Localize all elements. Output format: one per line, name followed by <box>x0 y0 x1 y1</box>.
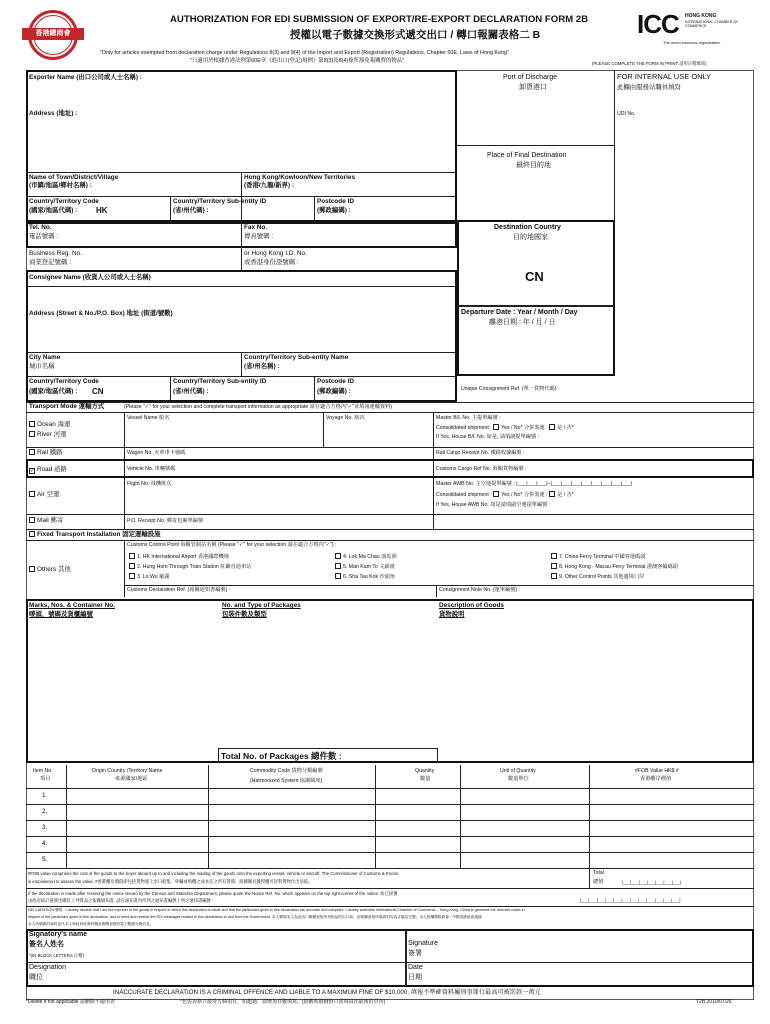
hkid-label[interactable]: or Hong Kong I.D. No. <box>244 250 307 257</box>
po-receipt-label[interactable]: P.O. Receipt No. 郵寄包裹單編號 <box>127 518 204 524</box>
signature-box <box>26 929 754 987</box>
con-subentity-label-zh: (省/州代碼) : <box>173 388 209 395</box>
exp-country-label[interactable]: Country/Territory Code <box>29 198 99 205</box>
con-postcode-label-zh: (郵政編碼) : <box>317 388 351 395</box>
col-fob-zh: 香港離岸價值 <box>640 776 672 782</box>
others-option[interactable] <box>29 566 71 574</box>
others-checkbox[interactable] <box>29 566 35 572</box>
air-option[interactable] <box>29 491 59 499</box>
exp-country-label-zh: (國家/地區代碼) : <box>29 207 78 214</box>
rail-option[interactable] <box>29 449 63 457</box>
ocean-option[interactable] <box>29 421 70 429</box>
cp7-checkbox[interactable] <box>551 553 557 559</box>
designation-label-zh: 職位 <box>29 974 43 981</box>
packages-field[interactable] <box>220 622 434 746</box>
departure-date-label-zh: 離港日期 : 年 / 月 / 日 <box>489 319 556 326</box>
cp3-label: 3. Lo Wu 羅湖 <box>137 574 170 580</box>
col-quantity: Quantity <box>415 768 435 774</box>
master-awb-label[interactable] <box>436 481 632 487</box>
cp1-label: 1. HK International Airport 香港國際機場 <box>137 554 229 560</box>
cp8-checkbox[interactable] <box>551 563 557 569</box>
icc-org2: INTERNATIONAL CHAMBER OF COMMERCE <box>685 20 739 29</box>
con-country-label-zh: (國家/地區代碼) : <box>29 388 78 395</box>
title-zh: 授權以電子數據交換形式遞交出口 / 轉口報關表格二 B <box>290 29 541 41</box>
marks-label: Marks, Nos. & Container No. <box>29 602 115 609</box>
fax-label[interactable]: Fax No. <box>244 224 268 231</box>
total-value-boxes[interactable]: |___|___|___|___|___|___|___| <box>622 880 682 885</box>
air-label: Air 空運 <box>37 491 60 498</box>
wagon-label[interactable]: Wagon No. 火車車卡號碼 <box>127 450 186 456</box>
consignment-note-label[interactable]: Consignment Note No. (運單編號) : <box>439 587 521 593</box>
col-unit-zh: 數量單位 <box>508 776 529 782</box>
col-unit: Unit of Quantity <box>500 768 536 774</box>
cp3-option[interactable] <box>129 573 169 580</box>
cp4-option[interactable] <box>335 553 397 560</box>
exp-postcode-label-zh: (郵政編碼) : <box>317 207 351 214</box>
river-option[interactable] <box>29 431 66 439</box>
tel-label[interactable]: Tel. No. <box>29 224 52 231</box>
col-commodity-zh: (Harmonized System 協調制度) <box>250 778 323 784</box>
yes-no-label: Yes / No* 合併裝運 : <box>501 425 548 431</box>
final-destination-label[interactable]: Place of Final Destination <box>487 152 567 159</box>
col-origin-zh: 來源國家/地區 <box>115 776 148 782</box>
cp9-option[interactable] <box>551 573 644 580</box>
exporter-name-label[interactable]: Exporter Name (出口公司或人士名稱) : <box>29 74 142 81</box>
cp7-option[interactable] <box>551 553 645 560</box>
col-commodity: Commodity Code 貨物分類編號 <box>250 768 323 774</box>
consolidated-label-2: Consolidated shipment : <box>436 492 494 498</box>
yes-no-zh-label: 是 / 否* <box>557 425 574 431</box>
flight-label[interactable]: Flight No. 飛機班次 <box>127 481 172 487</box>
fixed-label: Fixed Transport Installation 固定運輸設施 <box>37 531 161 538</box>
rail-checkbox[interactable] <box>29 449 35 455</box>
exp-subentity-label[interactable]: Country/Territory Sub-entity ID <box>173 198 267 205</box>
awb-boxes[interactable]: |___|___|___|‒|___|___|___|___|___|___|___|___| <box>516 481 632 487</box>
tel-label-zh: 電話號碼 : <box>29 233 59 240</box>
consolidated-awb[interactable] <box>436 491 574 498</box>
all-items-note: *包裝表格只接受五個項目，如超過，請增加頁數填寫。(總數和總價值只需填寫在最後的頁內) <box>180 999 386 1005</box>
cp1-checkbox[interactable] <box>129 553 135 559</box>
brn-label-zh: 商業登記號碼 : <box>29 259 71 266</box>
customs-cargo-label[interactable]: Customs Cargo Ref No. 海關貨物編號 : <box>436 466 527 472</box>
road-label: Road 道路 <box>37 466 67 473</box>
icc-org: HONG KONG <box>685 13 717 19</box>
cp7-label: 7. China Ferry Terminal 中國客運碼頭 <box>559 554 646 560</box>
description-label-zh: 貨物說明 <box>439 611 465 618</box>
col-fob: #FOB Value HK$ # <box>635 768 679 774</box>
cp9-checkbox[interactable] <box>551 573 557 579</box>
cp8-label: 8. Hong Kong - Macau Ferry Terminal 港澳客輪碼頭 <box>559 564 678 570</box>
cp1-option[interactable] <box>129 553 229 560</box>
fob-note-2: is empowered to assess the value. #香港離岸價值即包括貨物運上出口船隻、車輛或飛機之成本在之所有貨價。海關關長獲授權可評對貨物作出估值。 <box>28 879 313 884</box>
consolidated-label: Consolidated shipment : <box>436 425 494 431</box>
fob-note: #FOB value comprises the cost of the goods to the buyer aboard up to and including the loading of the goods onto the exporting vessel, vehicle or aircraft. The Commissioner of Customs & Excise <box>28 871 399 876</box>
others-label: Others 其他 <box>37 566 71 573</box>
subentity-name-label[interactable]: Country/Territory Sub-entity Name <box>244 354 349 361</box>
col-quantity-zh: 數量 <box>420 776 431 782</box>
title-en: AUTHORIZATION FOR EDI SUBMISSION OF EXPORT/RE-EXPORT DECLARATION FORM 2B <box>170 14 589 25</box>
cp6-label: 6. Sha Tau Kok 沙頭角 <box>343 574 396 580</box>
total-packages-label[interactable]: Total No. of Packages 總件數 : <box>221 751 342 761</box>
ucr-label[interactable]: Unique Consignment Ref. (單一貨物代碼) : <box>461 386 560 392</box>
house-awb-label[interactable]: If Yes, House AWB No. 如是請填副空運提單編號 : <box>436 502 551 508</box>
town-label-zh: (市鎮/地區/鄉村名稱) : <box>29 182 92 189</box>
con-country-label[interactable]: Country/Territory Code <box>29 378 99 385</box>
cp8-option[interactable] <box>551 563 678 570</box>
hkid-label-zh: 或香港身份證號碼 : <box>244 259 299 266</box>
cp4-label: 4. Lok Ma Chau 落馬洲 <box>343 554 397 560</box>
zh-yes-checkbox[interactable] <box>549 424 555 430</box>
date-label[interactable]: Date <box>408 964 423 971</box>
control-point-label: Customs Control Point 海關管制站名稱 (Please "✓" for your selection 請在適合方格內"✓") : <box>127 542 337 548</box>
exp-postcode-label[interactable]: Postcode ID <box>317 198 354 205</box>
date-label-zh: 日期 <box>408 974 422 981</box>
subentity-name-label-zh: (省/州名稱) : <box>244 363 280 370</box>
cp2-option[interactable] <box>129 563 251 570</box>
dest-country-label-zh: 目的地國家 <box>513 234 548 241</box>
vehicle-label[interactable]: Vehicle No. 車輛號碼 <box>127 466 176 472</box>
mail-label: Mail 郵寄 <box>37 517 64 524</box>
master-bl-label[interactable]: Master B/L No. 主提單編號 : <box>436 415 501 421</box>
table-row[interactable]: 3. <box>42 824 48 831</box>
voyage-label[interactable]: Voyage No. 航次 <box>326 415 365 421</box>
rail-receipt-label[interactable]: Rail Cargo Receipt No. 鐵路收據編號 : <box>436 450 525 456</box>
region-label-zh: (香港/九龍/新界) : <box>244 182 295 189</box>
yes-checkbox[interactable] <box>493 424 499 430</box>
exp-country-value: HK <box>96 206 108 215</box>
yes-no-label-2: Yes / No* 合併裝運 : <box>501 492 548 498</box>
declaration-3: 本人所填報的資料並代本人與政府收發有關此報關表格的電子數據交換信息。 <box>28 922 154 926</box>
yes-checkbox-2[interactable] <box>493 491 499 497</box>
signature-label-zh: 簽署 <box>408 950 422 957</box>
town-label[interactable]: Name of Town/District/Village <box>29 174 119 181</box>
city-label[interactable]: City Name <box>29 354 61 361</box>
port-discharge-label[interactable]: Port of Discharge <box>503 74 558 81</box>
transport-mode-note: (Please "✓" for your selection and complete transport information as appropriate 請在適合方格內"✓"並填報運輸資料) <box>124 404 393 410</box>
con-postcode-label[interactable]: Postcode ID <box>317 378 354 385</box>
header-note-zh: "只適用於根據香港法例第60E章《進出口(登記)規例》第8(3)及8(4)條所豁免報關費的物品" <box>190 58 405 64</box>
internal-use-label-zh: 此欄由服務站職員填寫 <box>617 84 681 91</box>
road-option[interactable] <box>29 466 67 474</box>
description-label: Description of Goods <box>439 602 504 609</box>
dest-country-value: CN <box>525 269 544 284</box>
transport-mode-label: Transport Mode 運輸方式 <box>29 403 105 410</box>
fax-label-zh: 傳真號碼 : <box>244 233 274 240</box>
cp9-label: 9. Other Control Points 其他邊境口岸 <box>559 574 645 580</box>
consignee-address-label[interactable]: Address (Street & No./P.O. Box) 地址 (街道/號數) <box>29 310 173 317</box>
packages-label: No. and Type of Packages <box>222 602 301 609</box>
cp4-checkbox[interactable] <box>335 553 341 559</box>
internal-use-label: FOR INTERNAL USE ONLY <box>617 72 712 81</box>
print-note: (PLEASE COMPLETE THE FORM IN PRINT 請用正楷填寫) <box>592 61 707 66</box>
mail-option[interactable] <box>29 517 63 525</box>
notice-note-2: 由政府統計處發出關於上列貨品之報關通知書, 請在通知書內所列之通知書編號上列之通知書編號 : <box>28 898 214 903</box>
consignee-name-label[interactable]: Consignee Name (收貨人公司或人士名稱) <box>29 274 151 281</box>
ocean-label: Ocean 海運 <box>37 421 71 428</box>
city-label-zh: 城市名稱 <box>29 363 55 370</box>
fixed-checkbox[interactable] <box>29 531 35 537</box>
marks-field[interactable] <box>28 622 218 746</box>
river-label: River 河運 <box>37 431 67 438</box>
seal-banner: 香港總商會 <box>22 28 84 40</box>
mail-checkbox[interactable] <box>29 517 35 523</box>
signatory-name-label-zh: 簽名人姓名 <box>29 941 64 948</box>
marks-label-zh: 嘜頭、號碼及貨櫃編號 <box>29 611 93 618</box>
customs-decl-ref-label[interactable]: Customs Declaration Ref. (報關通知書編號) : <box>127 587 231 593</box>
dest-country-label[interactable]: Destination Country <box>494 224 561 231</box>
house-bl-label[interactable]: If Yes, House B/L No. 如是, 請填副提單編號 : <box>436 434 540 440</box>
header-note-en: "Only for articles exempted from declaration charge under Regulations 8(3) and 8(4) of the Import and Export (Registration) Regulations, Chapter 60E, Laws of Hong Kong" <box>100 50 509 56</box>
con-country-value: CN <box>92 387 104 396</box>
final-destination-label-zh: 最終目的地 <box>516 162 551 169</box>
ocean-checkbox[interactable] <box>29 421 35 427</box>
notice-note: If the declaration is made after receiving the notice issued by the Census and Statistics Department, please quote the Notice Ref. No. which appears on the top right corner of the notice: 如已接獲 <box>28 891 398 896</box>
table-row[interactable]: 4. <box>42 840 48 847</box>
udi-label[interactable]: UDI No. <box>617 111 636 117</box>
description-field[interactable] <box>437 622 751 746</box>
cp6-checkbox[interactable] <box>335 573 341 579</box>
cp5-checkbox[interactable] <box>335 563 341 569</box>
cp2-label: 2. Hung Hom Through Train Station 紅磡直通車站 <box>137 564 252 570</box>
exporter-address-label[interactable]: Address (地址) : <box>29 110 78 117</box>
fixed-option[interactable] <box>29 531 161 539</box>
col-item-no: Item No. <box>33 768 53 774</box>
region-label[interactable]: Hong Kong/Kowloon/New Territories <box>244 174 356 181</box>
delete-note: *Delete if not applicable 請刪除不適用者 <box>26 999 115 1005</box>
yes-no-zh-label-2: 是 / 否* <box>557 492 574 498</box>
packages-label-zh: 包裝件數及類型 <box>222 611 267 618</box>
departure-date-label[interactable]: Departure Date : Year / Month / Day <box>461 309 578 316</box>
vessel-label[interactable]: Vessel Name 船名 <box>127 415 170 421</box>
table-row[interactable]: 5. <box>42 856 48 863</box>
port-discharge-label-zh: 卸貨港口 <box>519 84 547 91</box>
destination-box <box>457 220 615 376</box>
declaration-1: DECLARATION 聲明 : I hereby declare that I am the exporter of the goods in respect of which this declaration is made and that the particulars given in this declaration are accurate and complete. I hereby authorise International Chamber of Commerce – Hong Kong, China to generate the relevant codes in <box>28 908 525 912</box>
cp5-option[interactable] <box>335 563 395 570</box>
col-origin: Origin Country /Territory Name <box>92 768 163 774</box>
table-row[interactable]: 2. <box>42 808 48 815</box>
rail-label: Rail 鐵路 <box>37 449 63 456</box>
declaration-2: respect of the particulars given in this declaration, and to send and receive the EDI messages related to this declaration to and from the Government. 本人聲明本人為此出口報關表格所列物品的出口商，此報關表格所填資料均為正確及完整。本人授權國際商會 - 中國香港區會根據 <box>28 915 482 919</box>
designation-label[interactable]: Designation <box>29 964 66 971</box>
road-checkbox[interactable]: ✓ <box>30 468 35 474</box>
form-code: T2B.2010/07/26 <box>696 999 732 1005</box>
table-row[interactable]: 1. <box>42 792 48 799</box>
block-letters-note: *(IN BLOCK LETTERS 正楷) <box>29 953 84 958</box>
master-awb-text: Master AWB No. 主空運提單編號 : <box>436 481 515 487</box>
cp3-checkbox[interactable] <box>129 573 135 579</box>
consolidated-bl[interactable] <box>436 424 574 431</box>
signature-label[interactable]: Signature <box>408 940 438 947</box>
brn-label[interactable]: Business Reg. No. <box>29 250 82 257</box>
zh-yes-checkbox-2[interactable] <box>549 491 555 497</box>
cp5-label: 5. Man Kam To 文錦渡 <box>343 564 395 570</box>
notice-ref-boxes[interactable]: |___|___|___|___|___|___|___|___|___|___|___|___| <box>580 898 681 903</box>
con-subentity-label[interactable]: Country/Territory Sub-entity ID <box>173 378 267 385</box>
signatory-name-label[interactable]: Signatory's name <box>29 931 88 938</box>
river-checkbox[interactable] <box>29 431 35 437</box>
exp-subentity-label-zh: (省/州代碼) : <box>173 207 209 214</box>
warning-text: INACCURATE DECLARATION IS A CRIMINAL OFFENCE AND LIABLE TO A MAXIMUM FINE OF $10,000. 填報不準確資料屬刑事罪行最高可被罰款一萬元 <box>113 989 541 996</box>
air-checkbox[interactable] <box>29 491 35 497</box>
cp2-checkbox[interactable] <box>129 563 135 569</box>
col-item-no-zh: 項目 <box>40 776 51 782</box>
icc-logo: ICC <box>637 9 679 39</box>
icc-tagline: The world business organization <box>663 40 721 45</box>
total-label[interactable]: Total <box>593 870 604 876</box>
total-label-zh: 總值 <box>593 879 604 885</box>
cp6-option[interactable] <box>335 573 395 580</box>
